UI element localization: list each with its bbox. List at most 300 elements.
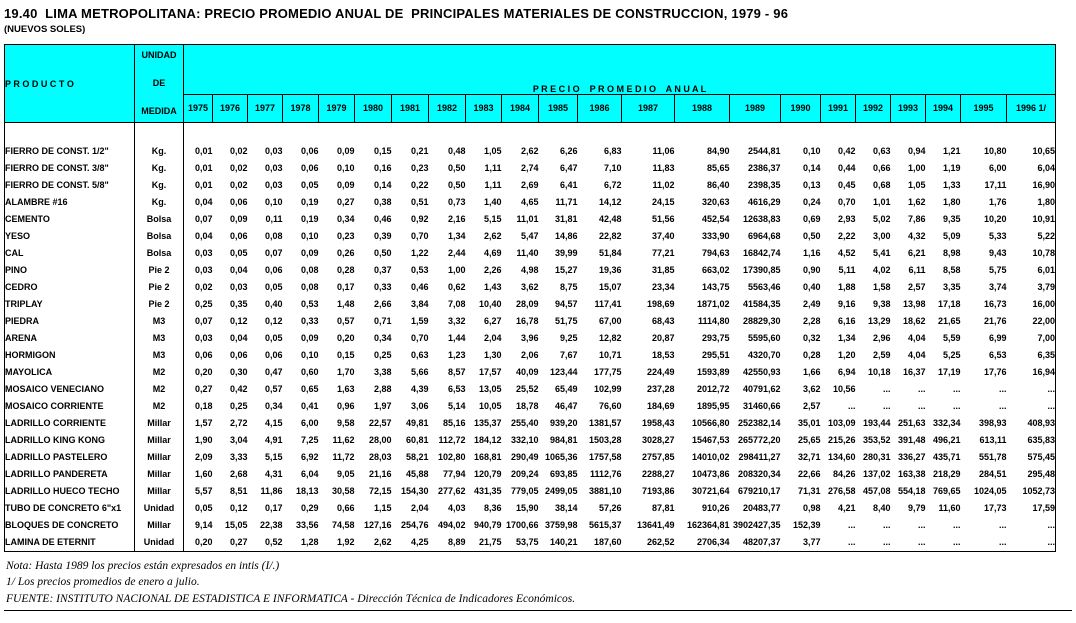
price-cell: 0,03: [264, 145, 283, 156]
table-row: [5, 211, 1056, 228]
price-cell: 21,75: [478, 536, 502, 547]
price-cell: 49,81: [405, 417, 429, 428]
price-cell: 193,44: [862, 417, 891, 428]
price-cell: 6964,68: [747, 230, 781, 241]
year-header: 1988: [675, 94, 730, 122]
price-cell: 0,17: [264, 502, 283, 513]
price-cell: 0,25: [229, 400, 248, 411]
price-cell: 1,58: [872, 281, 891, 292]
price-cell: 5,02: [872, 213, 891, 224]
product-column-header: P R O D U C T O: [5, 45, 135, 123]
price-cell: 0,71: [373, 315, 392, 326]
price-cell: 663,02: [701, 264, 730, 275]
price-cell: 2,72: [229, 417, 248, 428]
price-cell: 1,05: [907, 179, 926, 190]
table-row: [5, 245, 1056, 262]
price-cell: 1,80: [1037, 196, 1055, 207]
price-cell: 1,63: [336, 383, 355, 394]
price-cell: 163,38: [897, 468, 926, 479]
price-cell: 3,84: [410, 298, 429, 309]
price-cell: 0,39: [373, 230, 392, 241]
price-cell: ...: [1047, 536, 1055, 547]
price-cell: 0,70: [410, 230, 429, 241]
price-cell: 135,37: [473, 417, 502, 428]
price-cell: 0,04: [229, 264, 248, 275]
price-cell: 85,16: [442, 417, 466, 428]
product-name: MOSAICO CORRIENTE: [5, 398, 135, 415]
price-cell: 435,71: [932, 451, 961, 462]
unit-cell: M3: [135, 313, 184, 330]
price-cell: 693,85: [549, 468, 578, 479]
price-cell: 18,13: [295, 485, 319, 496]
price-cell: 2,04: [410, 502, 429, 513]
price-cell: 496,21: [932, 434, 961, 445]
price-cell: 11,83: [652, 162, 675, 173]
price-cell: 24,15: [651, 196, 675, 207]
price-cell: ...: [917, 400, 926, 411]
notes: [6, 558, 1072, 608]
price-cell: 252382,14: [737, 417, 781, 428]
price-cell: 31460,66: [742, 400, 781, 411]
price-cell: 3,96: [520, 332, 539, 343]
unit-cell: Kg.: [135, 194, 184, 211]
price-cell: 17,19: [937, 366, 961, 377]
price-cell: 4320,70: [747, 349, 781, 360]
unit-cell: Millar: [135, 517, 184, 534]
source-line: FUENTE: INSTITUTO NACIONAL DE ESTADISTICA E INFORMATICA - Dirección Técnica de Indicadores Económicos.: [6, 592, 576, 605]
price-cell: 1,23: [447, 349, 466, 360]
price-cell: 5,33: [988, 230, 1007, 241]
unit-cell: M3: [135, 330, 184, 347]
price-cell: 76,60: [598, 400, 622, 411]
price-cell: 0,10: [802, 145, 821, 156]
price-cell: 1,05: [483, 145, 502, 156]
price-cell: 0,07: [194, 213, 213, 224]
price-cell: 5,25: [942, 349, 961, 360]
price-cell: 0,13: [802, 179, 821, 190]
price-cell: 6,92: [300, 451, 319, 462]
product-name: PINO: [5, 262, 135, 279]
price-cell: 4,21: [837, 502, 856, 513]
price-cell: 3,33: [229, 451, 248, 462]
product-name: TUBO DE CONCRETO 6"x1: [5, 500, 135, 517]
price-cell: 84,26: [832, 468, 856, 479]
unit-cell: Millar: [135, 483, 184, 500]
price-cell: ...: [1047, 400, 1055, 411]
price-cell: 0,66: [872, 162, 891, 173]
price-cell: 0,42: [229, 383, 248, 394]
price-cell: ...: [952, 536, 961, 547]
price-cell: 28,03: [368, 451, 392, 462]
price-cell: 0,48: [447, 145, 466, 156]
price-cell: 295,51: [701, 349, 730, 360]
price-cell: 30721,64: [691, 485, 730, 496]
price-cell: 0,08: [300, 264, 319, 275]
price-cell: 127,16: [363, 519, 392, 530]
price-cell: 22,38: [259, 519, 283, 530]
price-cell: 0,15: [373, 145, 392, 156]
price-cell: 7,25: [300, 434, 319, 445]
price-cell: 0,20: [194, 536, 213, 547]
price-cell: 1,44: [447, 332, 466, 343]
year-header: 1984: [502, 94, 539, 122]
price-cell: 1,92: [336, 536, 355, 547]
price-cell: ...: [1047, 383, 1055, 394]
price-cell: 13,05: [478, 383, 502, 394]
product-name: FIERRO DE CONST. 3/8": [5, 160, 135, 177]
price-cell: 769,65: [932, 485, 961, 496]
price-cell: 2,44: [447, 247, 466, 258]
unit-cell: Millar: [135, 449, 184, 466]
price-cell: 53,75: [515, 536, 539, 547]
price-cell: 25,52: [515, 383, 539, 394]
price-cell: 13,29: [867, 315, 891, 326]
price-cell: 679210,17: [737, 485, 781, 496]
price-cell: 0,34: [373, 332, 392, 343]
price-cell: 18,53: [651, 349, 675, 360]
price-cell: 0,12: [229, 502, 248, 513]
price-cell: 22,00: [1032, 315, 1055, 326]
price-cell: 0,10: [300, 349, 319, 360]
price-cell: 102,99: [593, 383, 622, 394]
price-cell: 0,03: [194, 264, 213, 275]
price-cell: 0,94: [907, 145, 926, 156]
price-cell: 0,04: [194, 230, 213, 241]
price-cell: 0,32: [802, 332, 821, 343]
unit-cell: Kg.: [135, 143, 184, 160]
price-cell: 1,11: [484, 179, 502, 190]
price-cell: 3028,27: [641, 434, 675, 445]
price-cell: 2,68: [229, 468, 248, 479]
price-cell: 1,28: [300, 536, 319, 547]
price-cell: 7,10: [603, 162, 622, 173]
price-cell: 2,22: [837, 230, 856, 241]
price-cell: 16,00: [1032, 298, 1055, 309]
price-cell: 12,82: [598, 332, 622, 343]
span-header: P R E C I O P R O M E D I O A N U A L: [184, 45, 1056, 95]
price-cell: 0,44: [837, 162, 856, 173]
product-name: FIERRO DE CONST. 5/8": [5, 177, 135, 194]
price-cell: 0,50: [447, 162, 466, 173]
price-cell: 0,08: [264, 230, 283, 241]
unit-cell: Pie 2: [135, 296, 184, 313]
price-cell: 7193,86: [641, 485, 675, 496]
price-cell: 0,05: [264, 332, 283, 343]
price-cell: 0,57: [264, 383, 283, 394]
spacer-row: [5, 123, 1056, 143]
price-cell: 6,04: [300, 468, 319, 479]
price-cell: 0,27: [336, 196, 355, 207]
price-cell: 494,02: [437, 519, 466, 530]
price-cell: 5,59: [942, 332, 961, 343]
product-name: ARENA: [5, 330, 135, 347]
price-cell: 8,98: [942, 247, 961, 258]
price-cell: 209,24: [510, 468, 539, 479]
table-row: [5, 415, 1056, 432]
price-cell: 1065,36: [544, 451, 578, 462]
price-cell: 1,57: [194, 417, 213, 428]
price-cell: 184,12: [473, 434, 502, 445]
price-cell: 4,04: [907, 332, 926, 343]
price-cell: 1,43: [483, 281, 502, 292]
price-cell: 0,98: [802, 502, 821, 513]
price-cell: 30,58: [331, 485, 355, 496]
price-cell: ...: [998, 383, 1007, 394]
price-cell: 1,62: [907, 196, 926, 207]
price-cell: 9,16: [837, 298, 856, 309]
price-cell: 5,41: [872, 247, 891, 258]
price-cell: 0,70: [410, 332, 429, 343]
price-cell: 65,49: [554, 383, 578, 394]
price-cell: 3,38: [373, 366, 392, 377]
table-row: [5, 143, 1056, 160]
price-table: [4, 44, 1056, 552]
price-cell: ...: [998, 536, 1007, 547]
price-cell: 1,88: [837, 281, 856, 292]
price-cell: 0,90: [802, 264, 821, 275]
price-cell: 9,58: [336, 417, 355, 428]
price-cell: 162364,81: [686, 519, 730, 530]
price-cell: 11,06: [652, 145, 675, 156]
price-cell: ...: [882, 536, 891, 547]
price-cell: 452,54: [701, 213, 730, 224]
price-cell: 333,90: [701, 230, 730, 241]
price-cell: 5595,60: [747, 332, 781, 343]
price-cell: 0,28: [802, 349, 821, 360]
price-cell: 4,91: [264, 434, 283, 445]
price-cell: 1024,05: [973, 485, 1007, 496]
price-cell: 0,65: [300, 383, 319, 394]
price-cell: 5,14: [447, 400, 466, 411]
price-cell: 0,47: [264, 366, 283, 377]
product-name: MAYOLICA: [5, 364, 135, 381]
price-cell: 2,62: [483, 230, 502, 241]
price-cell: 5615,37: [588, 519, 622, 530]
price-cell: 575,45: [1027, 451, 1055, 462]
price-cell: 11,40: [516, 247, 539, 258]
price-cell: 0,10: [264, 196, 283, 207]
price-cell: 0,01: [194, 179, 213, 190]
price-cell: 2,16: [447, 213, 466, 224]
unit-cell: Unidad: [135, 500, 184, 517]
price-cell: 21,65: [937, 315, 961, 326]
price-cell: 10,20: [983, 213, 1007, 224]
price-cell: 51,84: [598, 247, 622, 258]
price-cell: 0,28: [336, 264, 355, 275]
price-cell: 320,63: [701, 196, 730, 207]
price-cell: 22,66: [797, 468, 821, 479]
price-cell: 11,60: [938, 502, 961, 513]
price-cell: 198,69: [646, 298, 675, 309]
price-cell: 398,93: [978, 417, 1007, 428]
price-cell: 0,57: [336, 315, 355, 326]
price-cell: 28829,30: [742, 315, 781, 326]
price-cell: 87,81: [651, 502, 675, 513]
price-cell: 0,34: [336, 213, 355, 224]
price-cell: 22,82: [598, 230, 622, 241]
price-cell: 554,18: [897, 485, 926, 496]
price-cell: 4,39: [410, 383, 429, 394]
price-cell: 1,97: [373, 400, 392, 411]
year-header: 1985: [539, 94, 578, 122]
price-cell: 42550,93: [742, 366, 781, 377]
price-cell: 137,02: [862, 468, 891, 479]
price-cell: 8,89: [447, 536, 466, 547]
price-cell: 3,77: [802, 536, 821, 547]
price-cell: 9,05: [336, 468, 355, 479]
price-cell: 5,15: [483, 213, 502, 224]
price-cell: 0,19: [300, 213, 319, 224]
price-cell: 9,25: [559, 332, 578, 343]
price-cell: 11,02: [652, 179, 675, 190]
price-cell: ...: [882, 383, 891, 394]
price-cell: 8,58: [942, 264, 961, 275]
table-header: [5, 45, 1056, 123]
price-cell: 0,06: [300, 162, 319, 173]
price-cell: 2288,27: [641, 468, 675, 479]
price-cell: 2,96: [872, 332, 891, 343]
price-cell: 8,51: [229, 485, 248, 496]
price-cell: 2,62: [520, 145, 539, 156]
price-cell: 15467,53: [691, 434, 730, 445]
price-cell: 2,04: [483, 332, 502, 343]
product-name: YESO: [5, 228, 135, 245]
product-name: LADRILLO CORRIENTE: [5, 415, 135, 432]
price-cell: 1,19: [942, 162, 961, 173]
price-cell: 1958,43: [641, 417, 675, 428]
price-cell: 10,80: [983, 145, 1007, 156]
price-cell: ...: [882, 519, 891, 530]
price-cell: 5,47: [520, 230, 539, 241]
price-cell: 6,53: [447, 383, 466, 394]
note-line: Nota: Hasta 1989 los precios están expresados en intis (I/.): [6, 559, 280, 572]
price-cell: 3902427,35: [732, 519, 781, 530]
price-cell: 1,59: [410, 315, 429, 326]
year-header: 1990: [781, 94, 821, 122]
price-cell: 5563,46: [747, 281, 781, 292]
price-cell: 0,38: [373, 196, 392, 207]
price-cell: 67,00: [598, 315, 622, 326]
price-cell: 74,58: [331, 519, 355, 530]
price-cell: 0,06: [300, 145, 319, 156]
price-cell: ...: [847, 519, 856, 530]
price-cell: 0,23: [410, 162, 429, 173]
year-header: 1975: [184, 94, 213, 122]
price-cell: 2,59: [872, 349, 891, 360]
price-cell: 0,53: [300, 298, 319, 309]
year-header: 1989: [730, 94, 781, 122]
price-cell: 16,78: [515, 315, 539, 326]
price-cell: 984,81: [549, 434, 578, 445]
price-cell: 1,40: [483, 196, 502, 207]
price-cell: 0,15: [336, 349, 355, 360]
product-name: LADRILLO KING KONG: [5, 432, 135, 449]
price-cell: 154,30: [400, 485, 429, 496]
price-cell: 8,75: [559, 281, 578, 292]
price-cell: 140,21: [549, 536, 578, 547]
price-cell: 613,11: [979, 434, 1007, 445]
year-header: 1981: [392, 94, 429, 122]
price-cell: 16,73: [983, 298, 1007, 309]
price-cell: ...: [847, 536, 856, 547]
price-cell: 910,26: [701, 502, 730, 513]
price-cell: 0,03: [194, 332, 213, 343]
price-cell: 17390,85: [742, 264, 781, 275]
price-cell: 6,00: [300, 417, 319, 428]
unit-column-header: [135, 45, 184, 123]
price-cell: 1503,28: [588, 434, 622, 445]
unit-cell: Bolsa: [135, 211, 184, 228]
price-cell: 276,58: [827, 485, 856, 496]
price-cell: 0,22: [410, 179, 429, 190]
price-cell: 1114,80: [697, 315, 730, 326]
price-cell: 0,24: [802, 196, 821, 207]
price-cell: 0,25: [373, 349, 392, 360]
unit-cell: Unidad: [135, 534, 184, 552]
price-cell: 2386,37: [747, 162, 781, 173]
price-cell: 353,52: [862, 434, 891, 445]
price-cell: 23,34: [651, 281, 675, 292]
price-cell: 0,02: [229, 162, 248, 173]
price-cell: 0,18: [194, 400, 213, 411]
price-cell: ...: [917, 536, 926, 547]
price-cell: 17,59: [1032, 502, 1055, 513]
price-cell: 1593,89: [696, 366, 730, 377]
unit-header-line: DE: [152, 78, 166, 88]
price-cell: 1871,02: [696, 298, 730, 309]
price-cell: 0,19: [300, 196, 319, 207]
price-cell: ...: [917, 519, 926, 530]
price-cell: 3,32: [447, 315, 466, 326]
price-cell: 11,62: [332, 434, 355, 445]
price-cell: 0,51: [410, 196, 429, 207]
price-cell: 332,34: [932, 417, 961, 428]
product-name: HORMIGON: [5, 347, 135, 364]
price-cell: 9,79: [907, 502, 926, 513]
year-header: 1987: [622, 94, 675, 122]
year-header: 1983: [466, 94, 502, 122]
price-cell: 4616,29: [747, 196, 781, 207]
page-subtitle: (NUEVOS SOLES): [4, 24, 86, 35]
price-cell: 3759,98: [544, 519, 578, 530]
price-cell: 6,94: [837, 366, 856, 377]
price-cell: 0,01: [194, 145, 213, 156]
table-row: [5, 228, 1056, 245]
price-cell: 1,15: [373, 502, 392, 513]
price-cell: 2,57: [802, 400, 821, 411]
price-cell: 1757,58: [588, 451, 622, 462]
product-name: LAMINA DE ETERNIT: [5, 534, 135, 552]
price-cell: 16,94: [1032, 366, 1055, 377]
price-cell: ...: [952, 400, 961, 411]
price-cell: 0,92: [410, 213, 429, 224]
price-cell: 0,70: [837, 196, 856, 207]
price-cell: 22,57: [368, 417, 392, 428]
price-cell: 6,16: [837, 315, 856, 326]
price-cell: 15,07: [598, 281, 622, 292]
price-cell: 0,21: [410, 145, 429, 156]
price-cell: 0,03: [264, 162, 283, 173]
product-name: LADRILLO HUECO TECHO: [5, 483, 135, 500]
price-cell: 3,35: [942, 281, 961, 292]
price-cell: 94,57: [554, 298, 578, 309]
price-cell: 0,27: [194, 383, 213, 394]
price-cell: 0,08: [300, 281, 319, 292]
price-cell: 32,71: [797, 451, 821, 462]
table-row: [5, 330, 1056, 347]
price-cell: 0,46: [373, 213, 392, 224]
price-cell: 3881,10: [588, 485, 622, 496]
